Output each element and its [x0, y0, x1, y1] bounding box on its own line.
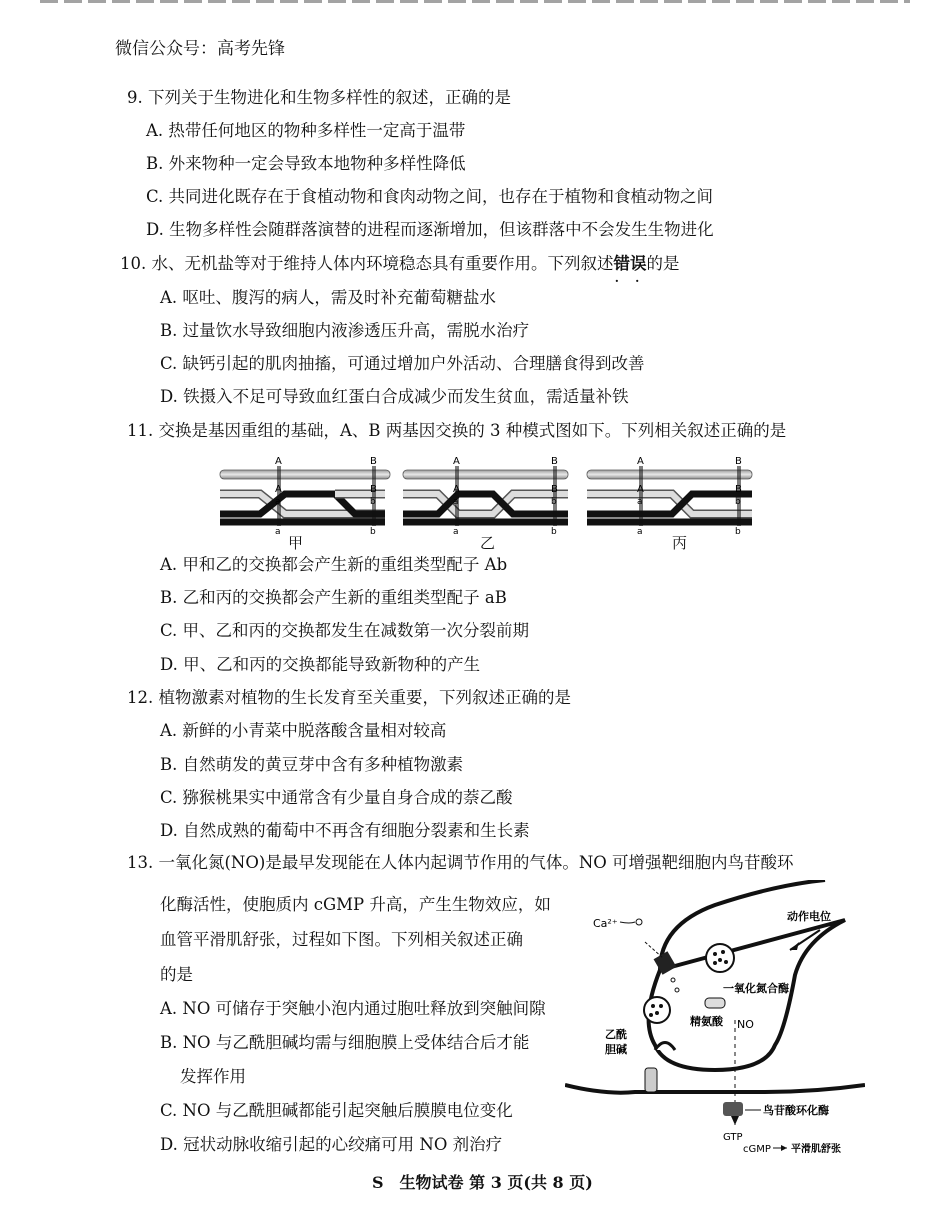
gene-label: B — [551, 484, 558, 495]
gene-label: B — [370, 484, 377, 495]
gene-label: A — [275, 456, 282, 467]
gene-label: b — [370, 497, 376, 507]
gene-label: a — [275, 527, 281, 537]
gene-label: A — [453, 484, 460, 495]
q13-option-b: B. NO 与乙酰胆碱均需与细胞膜上受体结合后才能 — [160, 1033, 530, 1052]
relax-label: 平滑肌舒张 — [791, 1144, 841, 1155]
q9-stem: 9. 下列关于生物进化和生物多样性的叙述，正确的是 — [127, 88, 511, 107]
q11-option-c: C. 甲、乙和丙的交换都发生在减数第一次分裂前期 — [160, 621, 530, 640]
gene-label: a — [637, 497, 643, 507]
ach-label: 胆碱 — [605, 1043, 627, 1056]
figure-label-jia: 甲 — [288, 534, 304, 552]
crossover-panel-jia — [220, 456, 390, 537]
figure-label-bing: 丙 — [672, 534, 688, 552]
q10-stem-pre: 10. 水、无机盐等对于维持人体内环境稳态具有重要作用。下列叙述 — [120, 254, 614, 273]
q12-stem: 12. 植物激素对植物的生长发育至关重要，下列叙述正确的是 — [127, 688, 571, 707]
gene-label: b — [551, 497, 557, 507]
synapse-figure — [565, 880, 865, 1160]
q10-option-d: D. 铁摄入不足可导致血红蛋白合成减少而发生贫血，需适量补铁 — [160, 387, 629, 406]
gene-label: B — [735, 456, 742, 467]
gene-label: A — [637, 484, 644, 495]
gene-label: a — [275, 497, 281, 507]
cgmp-label: cGMP — [743, 1144, 771, 1155]
q10-stem-emphasis: 错误 · · — [614, 254, 647, 273]
gene-label: b — [735, 497, 741, 507]
figure-label-yi: 乙 — [480, 534, 496, 552]
scan-top-band — [40, 0, 910, 3]
q9-option-b: B. 外来物种一定会导致本地物种多样性降低 — [146, 154, 466, 173]
ca-label: Ca²⁺ — [593, 917, 618, 930]
q10-option-a: A. 呕吐、腹泻的病人，需及时补充葡萄糖盐水 — [160, 288, 496, 307]
q13-option-c: C. NO 与乙酰胆碱都能引起突触后膜膜电位变化 — [160, 1101, 513, 1120]
gene-label: a — [453, 527, 459, 537]
gene-label: b — [551, 527, 557, 537]
no-label: NO — [737, 1018, 754, 1031]
q10-stem — [120, 253, 680, 275]
q10-option-c: C. 缺钙引起的肌肉抽搐，可通过增加户外活动、合理膳食得到改善 — [160, 354, 645, 373]
wechat-account-header: 微信公众号：高考先锋 — [115, 39, 285, 59]
action-potential-label: 动作电位 — [787, 910, 831, 923]
gene-label: B — [370, 456, 377, 467]
q9-option-c: C. 共同进化既存在于食植动物和食肉动物之间，也存在于植物和食植动物之间 — [146, 187, 714, 206]
q13-stem-line-4: 的是 — [160, 965, 193, 984]
ach-label: 乙酰 — [605, 1028, 627, 1041]
q9-option-d: D. 生物多样性会随群落演替的进程而逐渐增加，但该群落中不会发生生物进化 — [146, 220, 714, 239]
gene-label: a — [453, 497, 459, 507]
ca-channel-icon — [654, 951, 677, 975]
q10-stem-post: 的是 — [646, 254, 680, 273]
receptor-icon — [645, 1068, 657, 1092]
gene-label: B — [735, 484, 742, 495]
page-footer: S 生物试卷 第 3 页(共 8 页) — [372, 1173, 593, 1192]
q9-option-a: A. 热带任何地区的物种多样性一定高于温带 — [146, 121, 466, 140]
synaptic-vesicle-icon — [706, 944, 734, 972]
nos-label: 一氧化氮合酶 — [723, 982, 789, 995]
gene-label: A — [637, 456, 644, 467]
q13-stem-line-3: 血管平滑肌舒张，过程如下图。下列相关叙述正确 — [160, 930, 523, 949]
q13-option-d: D. 冠状动脉收缩引起的心绞痛可用 NO 剂治疗 — [160, 1135, 503, 1154]
q12-option-c: C. 猕猴桃果实中通常含有少量自身合成的萘乙酸 — [160, 788, 513, 807]
q11-option-d: D. 甲、乙和丙的交换都能导致新物种的产生 — [160, 655, 481, 674]
guanylate-cyclase-icon — [723, 1102, 743, 1116]
gc-label: 鸟苷酸环化酶 — [763, 1104, 829, 1117]
q13-option-b-cont: 发挥作用 — [180, 1067, 246, 1086]
gene-label: b — [370, 527, 376, 537]
q12-option-a: A. 新鲜的小青菜中脱落酸含量相对较高 — [160, 721, 447, 740]
arginine-label: 精氨酸 — [690, 1015, 723, 1028]
crossover-panel-bing — [587, 456, 752, 537]
gene-label: b — [735, 527, 741, 537]
gene-label: A — [453, 456, 460, 467]
gene-label: A — [275, 484, 282, 495]
q12-option-d: D. 自然成熟的葡萄中不再含有细胞分裂素和生长素 — [160, 821, 530, 840]
synaptic-vesicle-icon — [644, 997, 670, 1023]
q13-stem-line-1: 13. 一氧化氮(NO)是最早发现能在人体内起调节作用的气体。NO 可增强靶细胞内鸟苷酸环 — [127, 853, 794, 872]
gene-label: B — [551, 456, 558, 467]
crossover-panel-yi — [403, 456, 568, 537]
gene-label: a — [637, 527, 643, 537]
q13-stem-line-2: 化酶活性，使胞质内 cGMP 升高，产生生物效应，如 — [160, 895, 551, 914]
q11-option-b: B. 乙和丙的交换都会产生新的重组类型配子 aB — [160, 588, 507, 607]
q10-option-b: B. 过量饮水导致细胞内液渗透压升高，需脱水治疗 — [160, 321, 530, 340]
gtp-label: GTP — [723, 1132, 743, 1143]
q12-option-b: B. 自然萌发的黄豆芽中含有多种植物激素 — [160, 755, 464, 774]
q11-option-a: A. 甲和乙的交换都会产生新的重组类型配子 Ab — [160, 555, 508, 574]
q11-stem: 11. 交换是基因重组的基础，A、B 两基因交换的 3 种模式图如下。下列相关叙述正确的是 — [127, 421, 787, 440]
q13-option-a: A. NO 可储存于突触小泡内通过胞吐释放到突触间隙 — [160, 999, 546, 1018]
